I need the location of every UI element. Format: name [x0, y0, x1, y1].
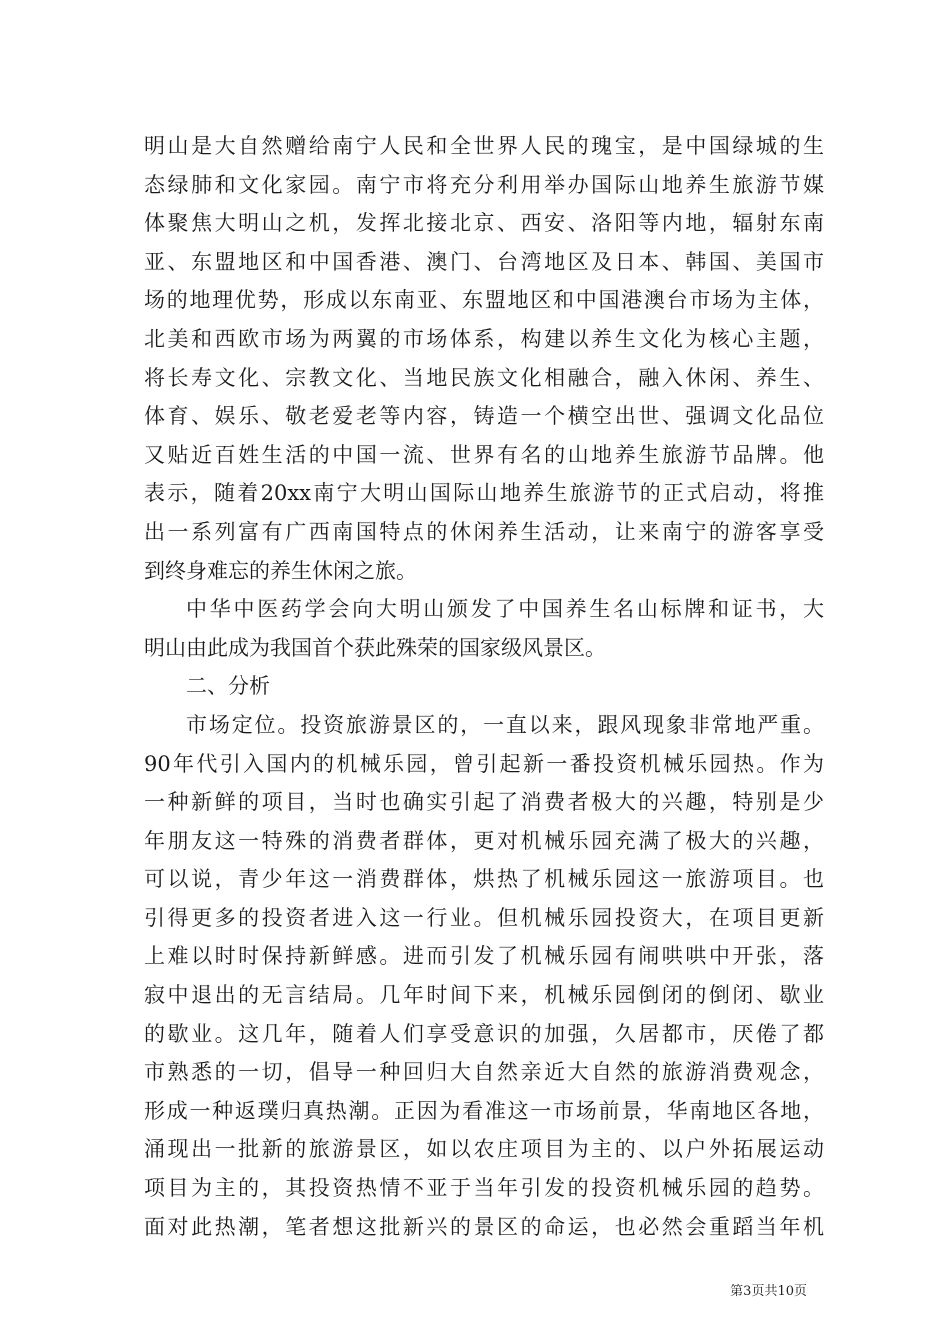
paragraph-start: 市场定位。投资旅游景区的，一直以来，跟风现象非常地严重。 — [186, 712, 824, 737]
text-line: 明山由此成为我国首个获此殊荣的国家级风景区。 — [144, 635, 606, 660]
paragraph-start: 中华中医药学会向大明山颁发了中国养生名山标牌和证书，大 — [186, 597, 824, 622]
section-heading: 二、分析 — [186, 674, 270, 699]
page-number: 第3页共10页 — [730, 1284, 807, 1299]
text-line: 年朋友这一特殊的消费者群体，更对机械乐园充满了极大的兴趣， — [144, 828, 824, 853]
text-line: 将长寿文化、宗教文化、当地民族文化相融合，融入休闲、养生、 — [144, 365, 824, 390]
text-line: 到终身难忘的养生休闲之旅。 — [144, 558, 417, 583]
text-line: 形成一种返璞归真热潮。正因为看准这一市场前景，华南地区各地， — [144, 1098, 824, 1123]
text-line: 可以说，青少年这一消费群体，烘热了机械乐园这一旅游项目。也 — [144, 867, 824, 892]
text-line: 出一系列富有广西南国特点的休闲养生活动，让来南宁的游客享受 — [144, 519, 824, 544]
text-line: 的歇业。这几年，随着人们享受意识的加强，久居都市，厌倦了都 — [144, 1021, 824, 1046]
text-line: 涌现出一批新的旅游景区，如以农庄项目为主的、以户外拓展运动 — [144, 1137, 824, 1162]
text-line: 市熟悉的一切，倡导一种回归大自然亲近大自然的旅游消费观念， — [144, 1060, 824, 1085]
text-line: 态绿肺和文化家园。南宁市将充分利用举办国际山地养生旅游节媒 — [144, 172, 824, 197]
text-line: 表示，随着20xx南宁大明山国际山地养生旅游节的正式启动，将推 — [144, 481, 824, 506]
text-line: 体育、娱乐、敬老爱老等内容，铸造一个横空出世、强调文化品位 — [144, 404, 824, 429]
body-text — [144, 127, 824, 1246]
text-line: 体聚焦大明山之机，发挥北接北京、西安、洛阳等内地，辐射东南 — [144, 211, 824, 236]
text-line: 亚、东盟地区和中国香港、澳门、台湾地区及日本、韩国、美国市 — [144, 249, 824, 274]
text-line: 90年代引入国内的机械乐园，曾引起新一番投资机械乐园热。作为 — [144, 751, 824, 776]
text-line: 引得更多的投资者进入这一行业。但机械乐园投资大，在项目更新 — [144, 905, 824, 930]
text-line: 北美和西欧市场为两翼的市场体系，构建以养生文化为核心主题， — [144, 326, 824, 351]
text-line: 项目为主的，其投资热情不亚于当年引发的投资机械乐园的趋势。 — [144, 1176, 824, 1201]
text-line: 上难以时时保持新鲜感。进而引发了机械乐园有闹哄哄中开张，落 — [144, 944, 824, 969]
text-line: 又贴近百姓生活的中国一流、世界有名的山地养生旅游节品牌。他 — [144, 442, 824, 467]
text-line: 明山是大自然赠给南宁人民和全世界人民的瑰宝，是中国绿城的生 — [144, 134, 824, 158]
text-line: 寂中退出的无言结局。几年时间下来，机械乐园倒闭的倒闭、歇业 — [144, 983, 824, 1008]
text-line: 一种新鲜的项目，当时也确实引起了消费者极大的兴趣，特别是少 — [144, 790, 824, 815]
text-line: 场的地理优势，形成以东南亚、东盟地区和中国港澳台市场为主体， — [144, 288, 824, 313]
text-line: 面对此热潮，笔者想这批新兴的景区的命运，也必然会重蹈当年机 — [144, 1214, 824, 1239]
